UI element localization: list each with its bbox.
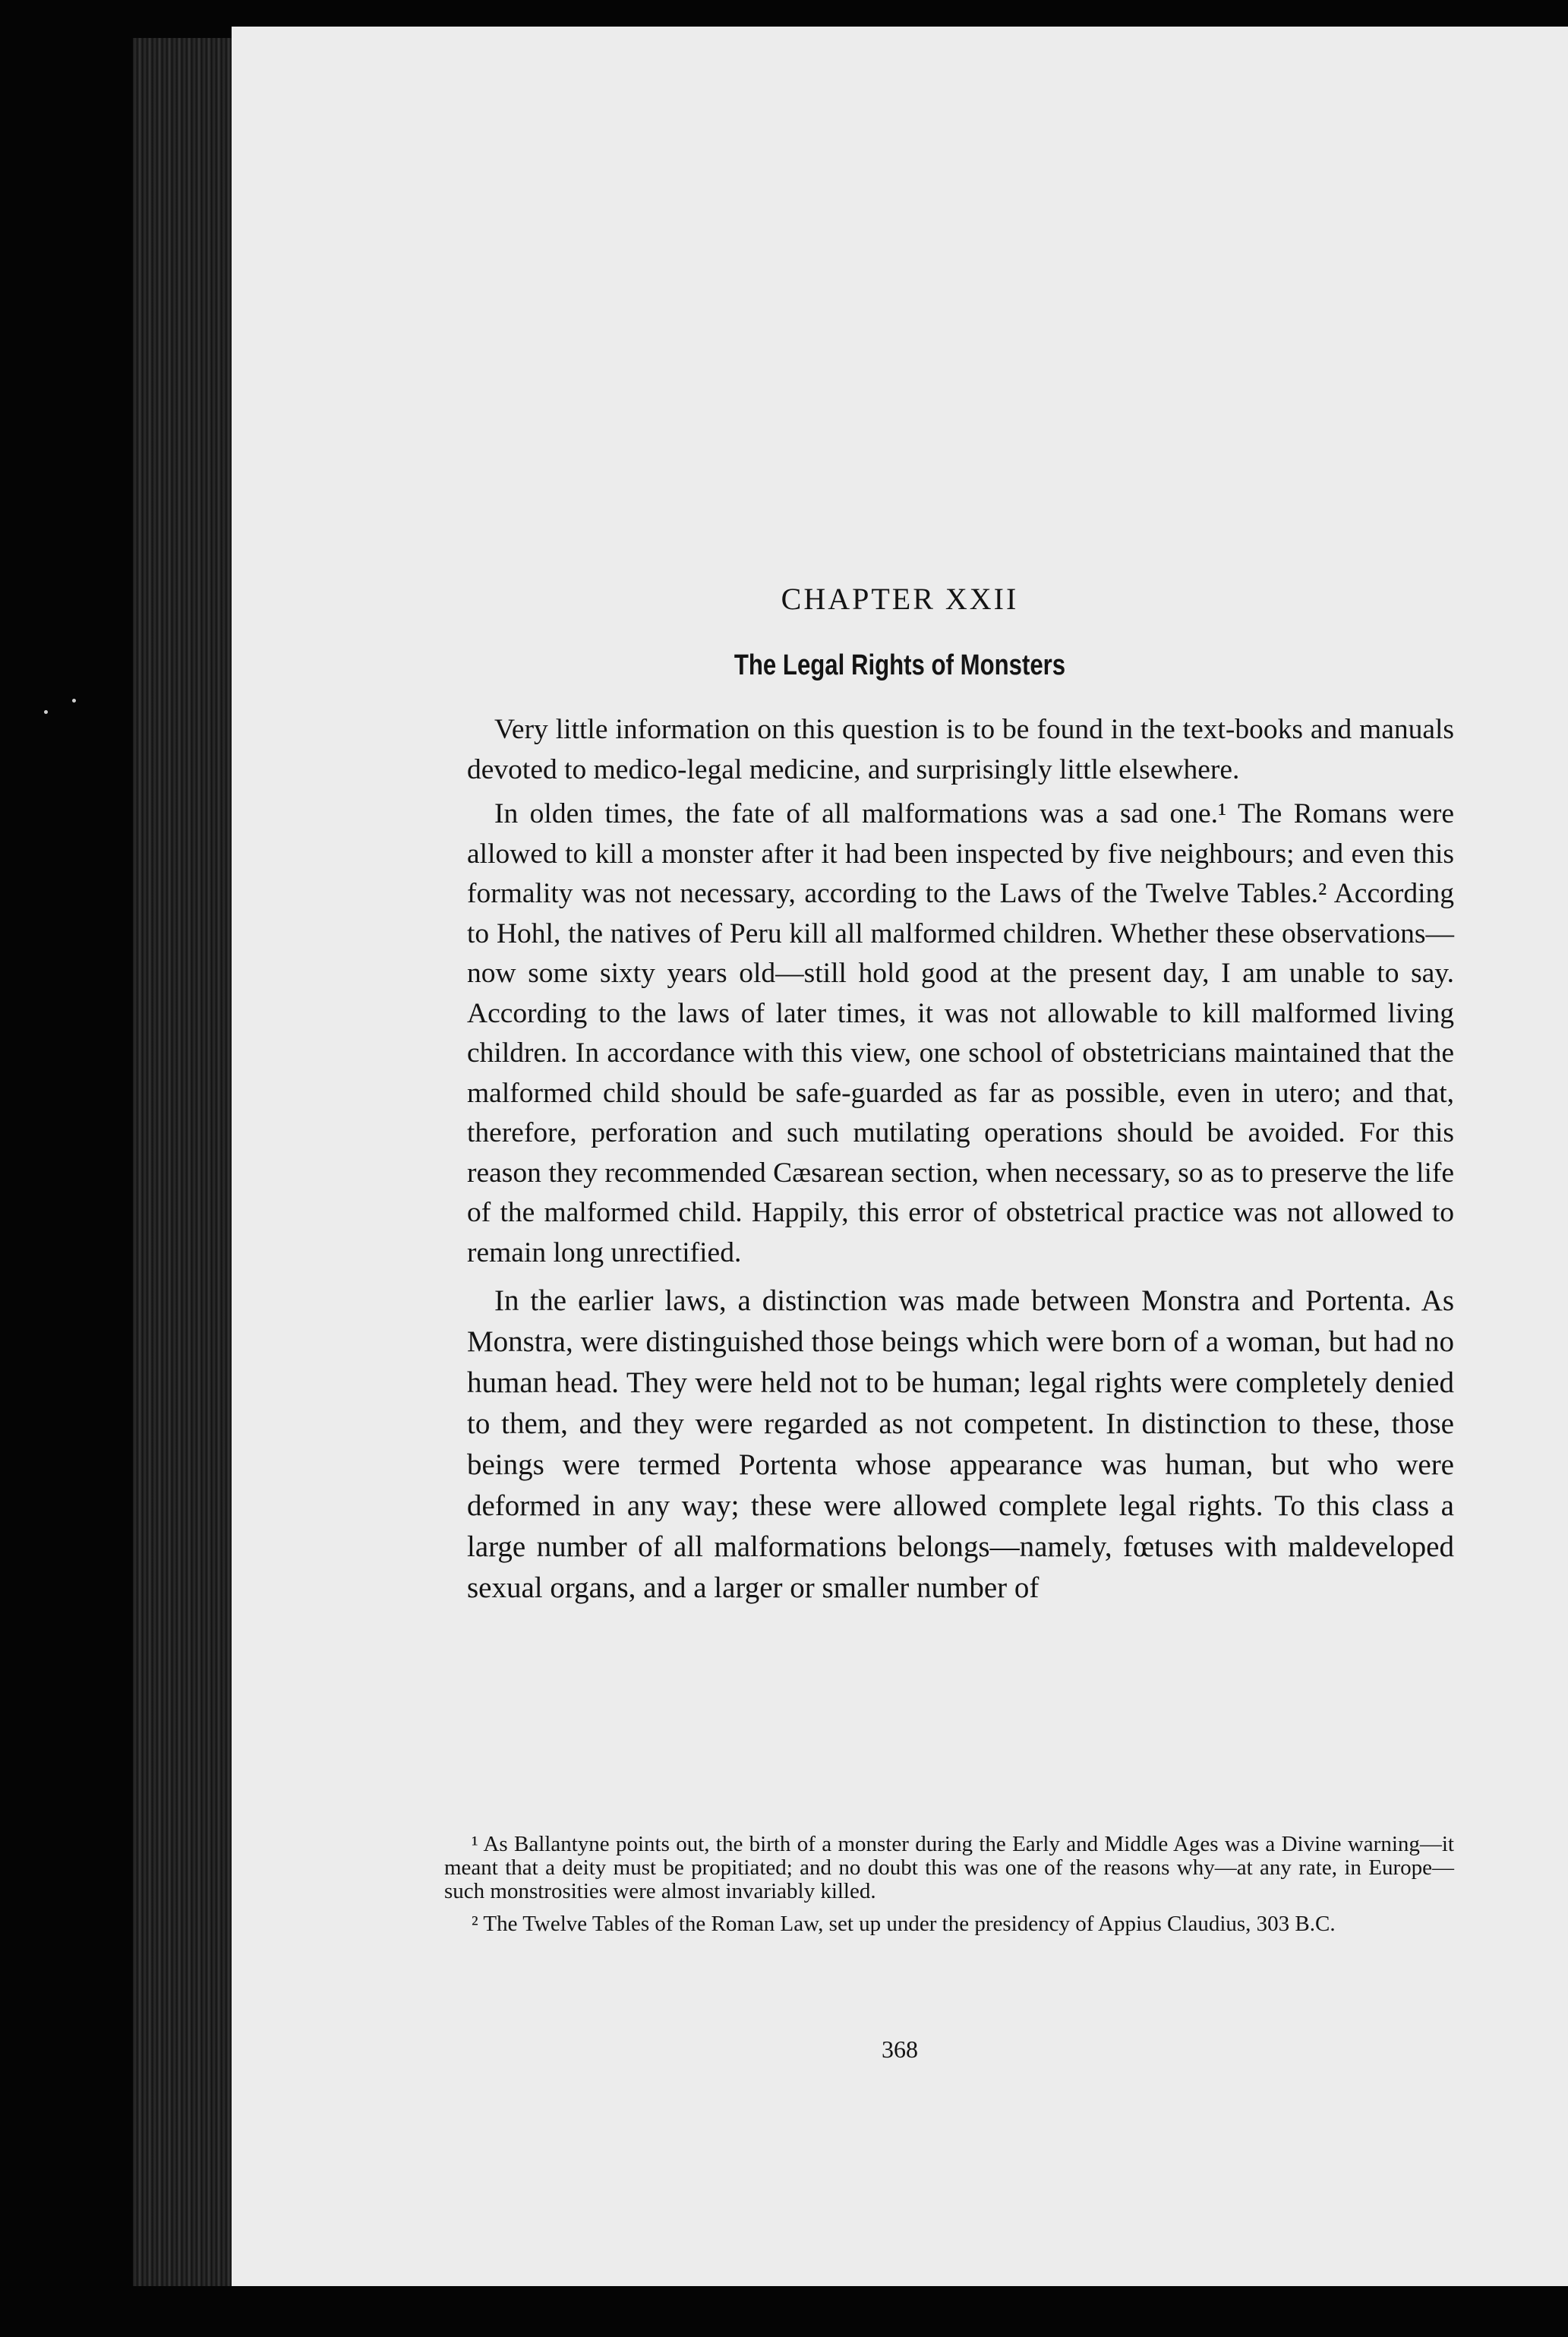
footnote: ² The Twelve Tables of the Roman Law, set up under the presidency of Appius Claudius, 303 B.C. — [472, 1912, 1336, 1936]
paragraph: Very little information on this question is to be found in the text-books and manuals devoted to medico-legal medicine, and surprisingly little elsewhere. — [467, 714, 1454, 785]
chapter-heading: CHAPTER XXII — [781, 582, 1019, 616]
book-page-edges — [133, 38, 247, 2286]
footnotes — [444, 1833, 1454, 1945]
paragraph: In olden times, the fate of all malformations was a sad one.¹ The Romans were allowed to kill a monster after it had been inspected by five neighbours; and even this formality was not necessary, according to the Laws of the Twelve Tables.² According to Hohl, the natives of Peru kill all malformed children. Whether these observations—now some sixty years old—still hold good at the present day, I am unable to say. According to the laws of later times, it was not allowable to kill malformed living children. In accordance with this view, one school of obstetricians maintained that the malformed child should be safe-guarded as far as possible, even in utero; and that, therefore, perforation and such mutilating operations should be avoided. For this reason they recommended Cæsarean section, when necessary, so as to preserve the life of the malformed child. Happily, this error of obstetrical practice was not allowed to remain long unrectified. — [467, 798, 1454, 1268]
page-number: 368 — [882, 2035, 918, 2063]
dust-speck — [44, 710, 48, 714]
book-page — [232, 27, 1568, 2286]
footnote: ¹ As Ballantyne points out, the birth of a monster during the Early and Middle Ages was a Divine warning—it meant that a deity must be propitiated; and no doubt this was one of the reasons why—at any rate, in Europe—such monstrosities were almost invariably killed. — [444, 1832, 1454, 1903]
dust-speck — [72, 699, 76, 703]
paragraph: In the earlier laws, a distinction was made between Monstra and Portenta. As Monstra, were distinguished those beings which were born of a woman, but had no human head. They were held not to be human; legal rights were completely denied to them, and they were regarded as not competent. In distinction to these, those beings were termed Portenta whose appearance was human, but who were deformed in any way; these were allowed complete legal rights. To this class a large number of all malformations belongs—namely, fœtuses with maldeveloped sexual organs, and a larger or smaller number of — [467, 1284, 1454, 1604]
chapter-title: The Legal Rights of Monsters — [734, 649, 1066, 681]
body-text — [467, 710, 1454, 1613]
